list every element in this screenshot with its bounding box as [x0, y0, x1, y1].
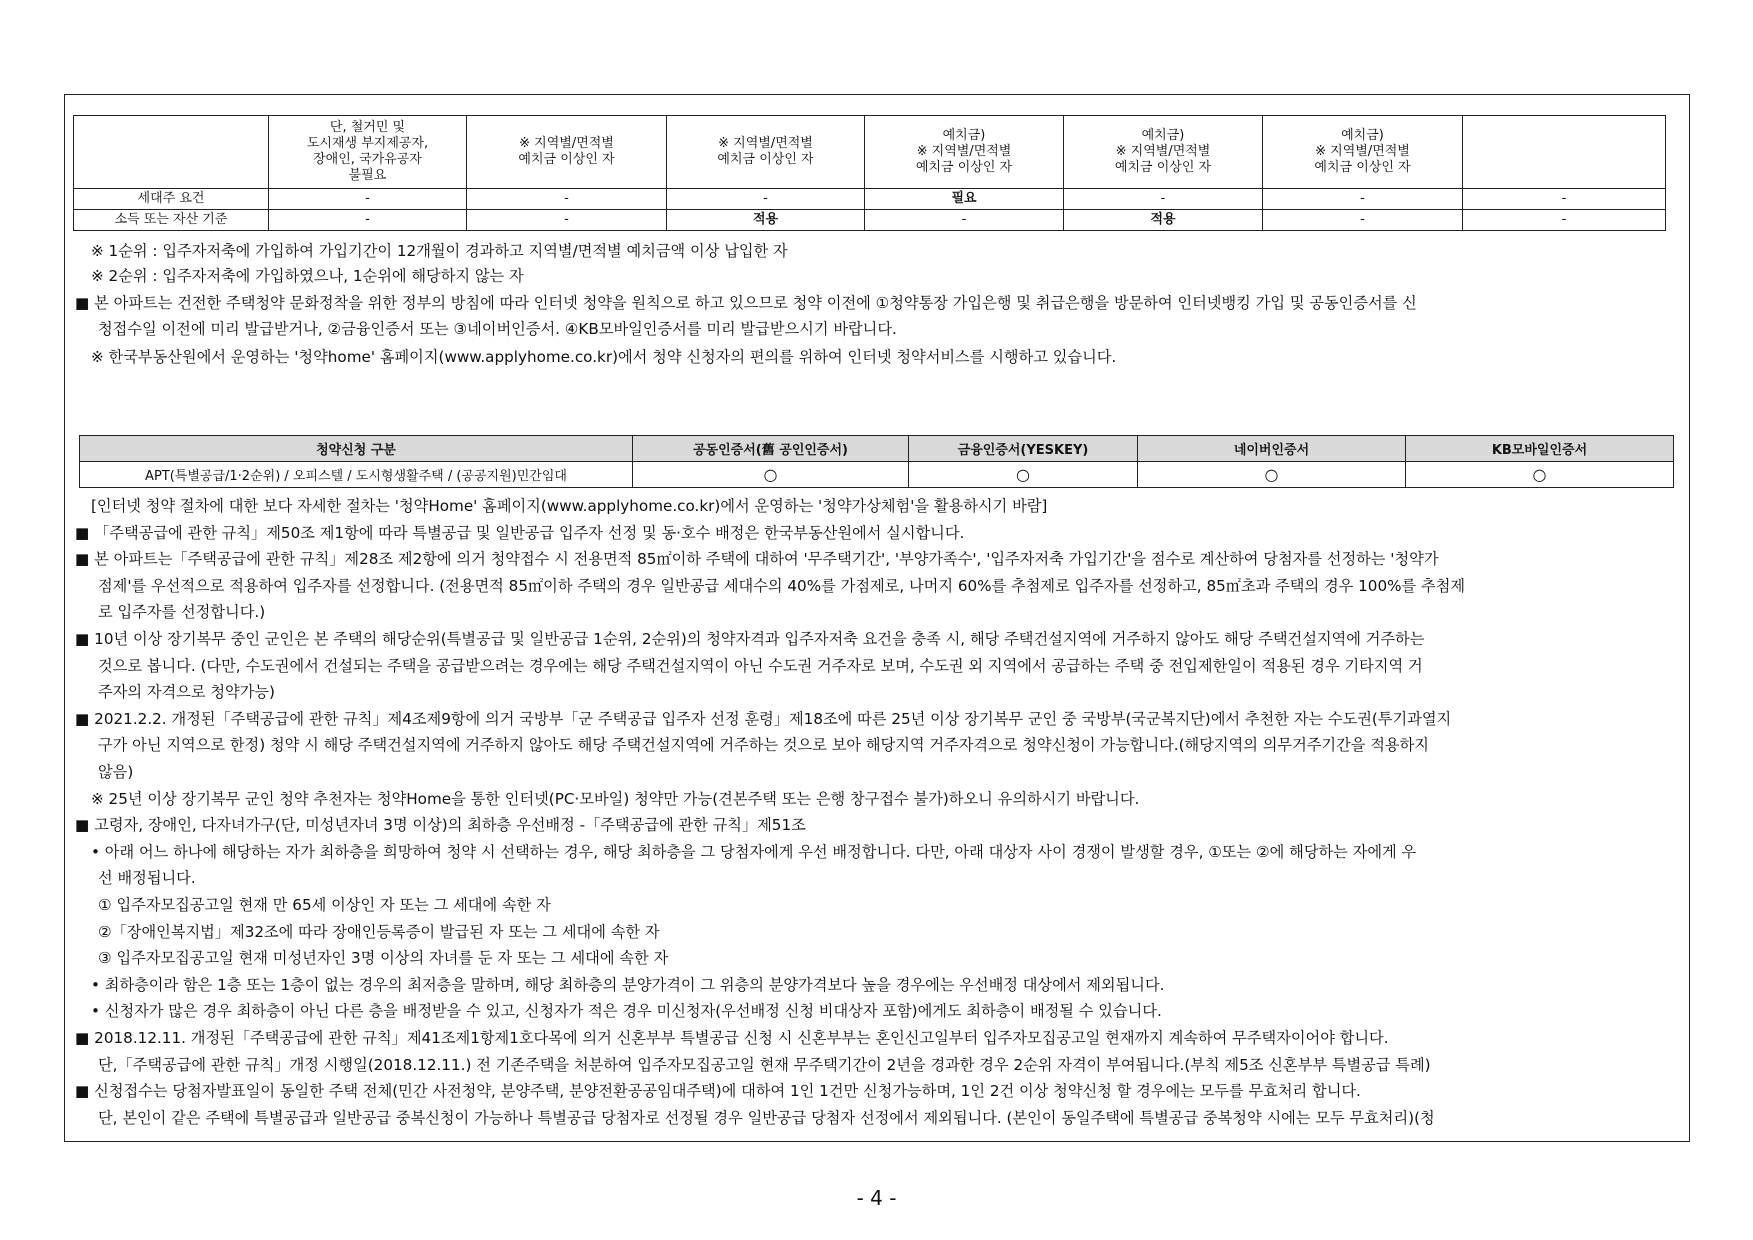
note-line: ※ 2순위 : 입주자저축에 가입하였으나, 1순위에 해당하지 않는 자 — [91, 267, 524, 285]
paragraph-line: 것으로 봅니다. (다만, 수도권에서 건설되는 주택을 공급받으려는 경우에는 해당 주택건설지역이 아닌 수도권 거주자로 보며, 수도권 외 지역에서 공급하는 주택 중 전입제한일이 적용된 경우 기타지역 거 — [98, 656, 1423, 675]
paragraph-line: ②「장애인복지법」제32조에 따라 장애인등록증이 발급된 자 또는 그 세대에 속한 자 — [98, 922, 660, 941]
table-row — [74, 189, 1666, 210]
paragraph-line: • 최하층이라 함은 1층 또는 1층이 없는 경우의 최저층을 말하며, 해당 최하층의 분양가격이 그 위층의 분양가격보다 높을 경우에는 우선배정 대상에서 제외됩니다. — [91, 975, 1165, 994]
paragraph-line: 점제'를 우선적으로 적용하여 입주자를 선정합니다. (전용면적 85㎡이하 주택의 경우 일반공급 세대수의 40%를 가점제로, 나머지 60%를 추첨제로 입주자를 선정하고, 85㎡초과 주택의 경우 100%를 추첨제 — [98, 576, 1466, 595]
paragraph-line: ■ 고령자, 장애인, 다자녀가구(단, 미성년자녀 3명 이상)의 최하층 우선배정 -「주택공급에 관한 규칙」제51조 — [75, 816, 806, 835]
paragraph-line: 주자의 자격으로 청약가능) — [98, 683, 275, 702]
table-row — [74, 210, 1666, 231]
table-cell: 필요 — [865, 189, 1064, 210]
table-cell: - — [269, 189, 467, 210]
paragraph-line: ■ 2018.12.11. 개정된「주택공급에 관한 규칙」제41조제1항제1호다목에 의거 신혼부부 특별공급 신청 시 신혼부부는 혼인신고일부터 입주자모집공고일 현재까지 계속하여 무주택자이어야 합니다. — [75, 1029, 1389, 1047]
column-header: 금융인증서(YESKEY) — [909, 436, 1138, 462]
table-cell: - — [467, 210, 667, 231]
table-cell: - — [1064, 189, 1263, 210]
paragraph-line: 않음) — [98, 763, 134, 781]
table-cell: ○ — [1406, 462, 1674, 488]
table-cell: ○ — [909, 462, 1138, 488]
table-cell: 예치금) ※ 지역별/면적별 예치금 이상인 자 — [1064, 116, 1263, 189]
table-cell: 단, 철거민 및 도시재생 부지제공자, 장애인, 국가유공자 불필요 — [269, 116, 467, 189]
table-cell: - — [1463, 210, 1666, 231]
paragraph-line: ■ 신청접수는 당첨자발표일이 동일한 주택 전체(민간 사전청약, 분양주택, 분양전환공공임대주택)에 대하여 1인 1건만 신청가능하며, 1인 2건 이상 청약신청 할 경우에는 모두를 무효처리 합니다. — [75, 1082, 1361, 1101]
paragraph-line: 청접수일 이전에 미리 발급받거나, ②금융인증서 또는 ③네이버인증서. ④KB모바일인증서를 미리 발급받으시기 바랍니다. — [98, 320, 897, 338]
certificate-table — [79, 435, 1674, 488]
page-number: - 4 - — [856, 1186, 897, 1210]
note-line: ※ 한국부동산원에서 운영하는 '청약home' 홈페이지(www.applyhome.co.kr)에서 청약 신청자의 편의를 위하여 인터넷 청약서비스를 시행하고 있습니다. — [91, 348, 1117, 366]
row-label: 소득 또는 자산 기준 — [74, 210, 269, 231]
table-cell: - — [865, 210, 1064, 231]
table-cell: ※ 지역별/면적별 예치금 이상인 자 — [467, 116, 667, 189]
table-cell: 예치금) ※ 지역별/면적별 예치금 이상인 자 — [1263, 116, 1463, 189]
table-cell: ※ 지역별/면적별 예치금 이상인 자 — [667, 116, 865, 189]
paragraph-line: • 아래 어느 하나에 해당하는 자가 최하층을 희망하여 청약 시 선택하는 경우, 해당 최하층을 그 당첨자에게 우선 배정합니다. 다만, 아래 대상자 사이 경쟁이 발생할 경우, ①또는 ②에 해당하는 자에게 우 — [91, 842, 1417, 861]
paragraph-line: • 신청자가 많은 경우 최하층이 아닌 다른 층을 배정받을 수 있고, 신청자가 적은 경우 미신청자(우선배정 신청 비대상자 포함)에게도 최하층이 배정될 수 있습니다. — [91, 1002, 1162, 1021]
column-header: 네이버인증서 — [1138, 436, 1406, 462]
paragraph-line: ■ 10년 이상 장기복무 중인 군인은 본 주택의 해당순위(특별공급 및 일반공급 1순위, 2순위)의 청약자격과 입주자저축 요건을 충족 시, 해당 주택건설지역에 거주하지 않아도 해당 주택건설지역에 거주하는 — [75, 630, 1425, 648]
paragraph-line: ■ 「주택공급에 관한 규칙」제50조 제1항에 따라 특별공급 및 일반공급 입주자 선정 및 동·호수 배정은 한국부동산원에서 실시합니다. — [75, 523, 965, 542]
paragraph-line: 구가 아닌 지역으로 한정) 청약 시 해당 주택건설지역에 거주하지 않아도 해당 주택건설지역에 거주하는 것으로 보아 해당지역 거주자격으로 청약신청이 가능합니다.(해당지역의 의무거주기간을 적용하지 — [98, 736, 1429, 755]
row-label: 세대주 요건 — [74, 189, 269, 210]
table-cell: ○ — [633, 462, 909, 488]
table-cell: 예치금) ※ 지역별/면적별 예치금 이상인 자 — [865, 116, 1064, 189]
table-cell: 적용 — [1064, 210, 1263, 231]
table-cell: - — [269, 210, 467, 231]
table-cell: ○ — [1138, 462, 1406, 488]
table-cell: - — [1263, 189, 1463, 210]
table-cell: - — [1463, 189, 1666, 210]
paragraph-line: 단,「주택공급에 관한 규칙」개정 시행일(2018.12.11.) 전 기존주택을 처분하여 입주자모집공고일 현재 무주택기간이 2년을 경과한 경우 2순위 자격이 부여됩니다.(부칙 제5조 신혼부부 특별공급 특례) — [98, 1055, 1431, 1074]
table-cell: APT(특별공급/1·2순위) / 오피스텔 / 도시형생활주택 / (공공지원)민간임대 — [80, 462, 633, 488]
column-header: 청약신청 구분 — [80, 436, 633, 462]
paragraph-line: [인터넷 청약 절차에 대한 보다 자세한 절차는 '청약Home' 홈페이지(www.applyhome.co.kr)에서 운영하는 '청약가상체험'을 활용하시기 바람] — [91, 497, 1048, 515]
paragraph-line: 선 배정됩니다. — [98, 869, 196, 888]
paragraph-line: 단, 본인이 같은 주택에 특별공급과 일반공급 중복신청이 가능하나 특별공급 당첨자로 선정될 경우 일반공급 당첨자 선정에서 제외됩니다. (본인이 동일주택에 특별공급 중복청약 시에는 모두 무효처리)(청 — [98, 1108, 1435, 1127]
paragraph-line: 로 입주자를 선정합니다.) — [98, 603, 266, 622]
table-cell: - — [667, 189, 865, 210]
paragraph-line: ※ 25년 이상 장기복무 군인 청약 추천자는 청약Home을 통한 인터넷(PC·모바일) 청약만 가능(견본주택 또는 은행 창구접수 불가)하오니 유의하시기 바랍니다. — [91, 789, 1140, 808]
paragraph-line: ■ 본 아파트는 건전한 주택청약 문화정착을 위한 정부의 방침에 따라 인터넷 청약을 원칙으로 하고 있으므로 청약 이전에 ①청약통장 가입은행 및 취급은행을 방문하여 인터넷뱅킹 가입 및 공동인증서를 신 — [75, 294, 1417, 312]
paragraph-line: ■ 2021.2.2. 개정된「주택공급에 관한 규칙」제4조제9항에 의거 국방부「군 주택공급 입주자 선정 훈령」제18조에 따른 25년 이상 장기복무 군인 중 국방부(국군복지단)에서 추천한 자는 수도권(투기과열지 — [75, 709, 1452, 728]
table-cell: - — [467, 189, 667, 210]
table-cell — [74, 116, 269, 189]
table-header-row — [80, 436, 1674, 462]
paragraph-line: ① 입주자모집공고일 현재 만 65세 이상인 자 또는 그 세대에 속한 자 — [98, 896, 551, 914]
column-header: KB모바일인증서 — [1406, 436, 1674, 462]
table-cell: - — [1263, 210, 1463, 231]
table-cell: 적용 — [667, 210, 865, 231]
table-row — [74, 116, 1666, 189]
column-header: 공동인증서(舊 공인인증서) — [633, 436, 909, 462]
table-row — [80, 462, 1674, 488]
supply-requirements-table — [73, 115, 1666, 231]
paragraph-line: ③ 입주자모집공고일 현재 미성년자인 3명 이상의 자녀를 둔 자 또는 그 세대에 속한 자 — [98, 949, 669, 968]
paragraph-line: ■ 본 아파트는「주택공급에 관한 규칙」제28조 제2항에 의거 청약접수 시 전용면적 85㎡이하 주택에 대하여 '무주택기간', '부양가족수', '입주자저축 가입기간'을 점수로 계산하여 당첨자를 선정하는 '청약가 — [75, 550, 1439, 569]
note-line: ※ 1순위 : 입주자저축에 가입하여 가입기간이 12개월이 경과하고 지역별/면적별 예치금액 이상 납입한 자 — [91, 242, 788, 260]
table-cell — [1463, 116, 1666, 189]
